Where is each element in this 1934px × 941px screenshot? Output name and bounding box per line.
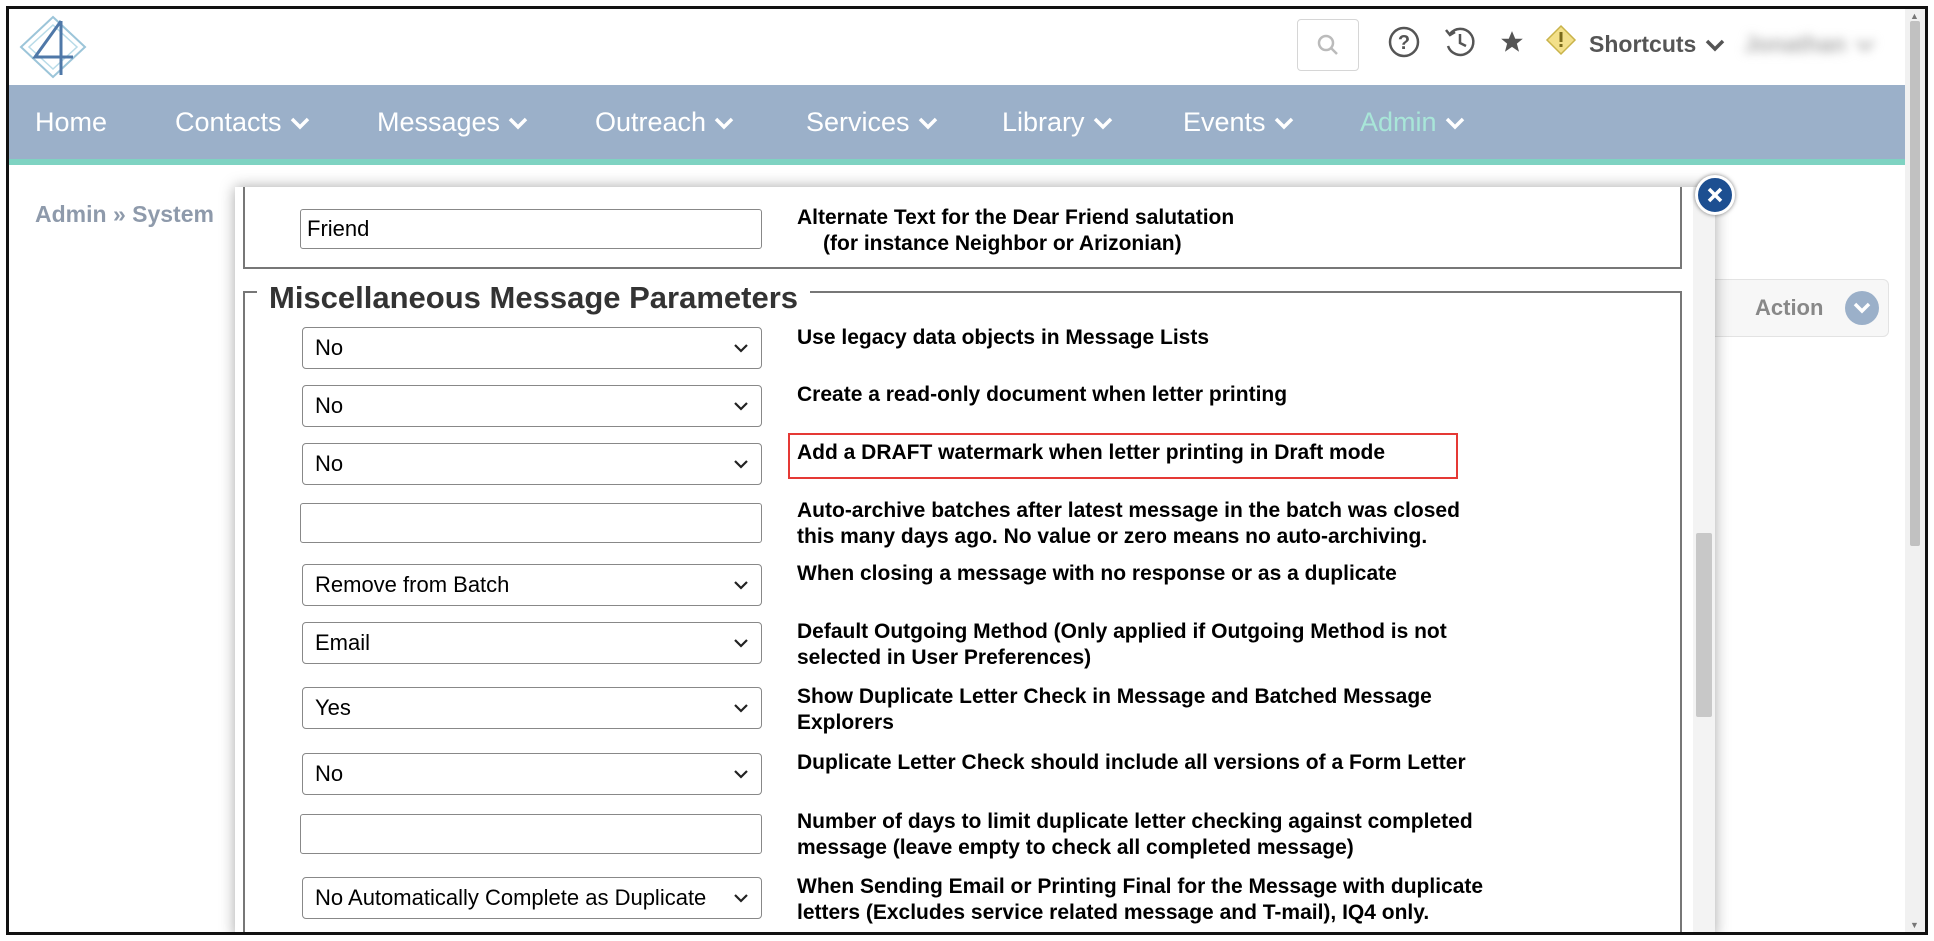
action-button[interactable]: [1694, 279, 1889, 337]
nav-outreach-label: Outreach: [595, 107, 707, 137]
nav-contacts-label: Contacts: [175, 107, 282, 137]
duplicate-check-days-label: Number of days to limit duplicate letter checking against completed message (leave empty to check all completed message): [797, 810, 1473, 859]
main-nav: [9, 85, 1925, 165]
chevron-down-icon: [1093, 116, 1113, 130]
nav-messages-label: Messages: [377, 107, 501, 137]
search-button[interactable]: [1297, 19, 1359, 71]
select-value: Email: [315, 630, 371, 655]
read-only-document-label: Create a read-only document when letter printing: [797, 383, 1288, 406]
breadcrumb[interactable]: Admin » System: [35, 201, 214, 227]
help-icon: [1387, 25, 1421, 59]
nav-events-label: Events: [1183, 107, 1266, 137]
chevron-down-icon: [733, 702, 749, 714]
chevron-down-icon: [1274, 116, 1294, 130]
chevron-down-icon: [733, 342, 749, 354]
help-button[interactable]: [1385, 23, 1423, 61]
legacy-data-objects-select[interactable]: [302, 327, 762, 369]
search-icon: [1316, 33, 1340, 57]
duplicate-complete-label: When Sending Email or Printing Final for the Message with duplicate letters (Excludes service related message and T-mail), IQ4 only.: [797, 875, 1484, 924]
scroll-up-icon[interactable]: ▲: [1910, 11, 1919, 21]
select-value: No Automatically Complete as Duplicate: [315, 885, 707, 910]
duplicate-letter-check-label: Show Duplicate Letter Check in Message and Batched Message Explorers: [797, 685, 1432, 734]
user-name: Jonathan: [1744, 31, 1847, 57]
form-letter-versions-select[interactable]: [302, 753, 762, 795]
nav-library[interactable]: [1002, 107, 1113, 138]
shortcuts-menu[interactable]: [1589, 31, 1726, 58]
history-button[interactable]: [1441, 23, 1479, 61]
page-scrollbar[interactable]: [1905, 9, 1925, 932]
nav-messages[interactable]: [377, 107, 528, 138]
nav-events[interactable]: [1183, 107, 1294, 138]
settings-modal: [235, 187, 1715, 935]
select-value: No: [315, 451, 344, 476]
top-bar: [9, 9, 1925, 85]
outgoing-method-label: Default Outgoing Method (Only applied if Outgoing Method is not selected in User Preferences): [797, 620, 1447, 669]
nav-services[interactable]: [806, 107, 938, 138]
alerts-button[interactable]: [1542, 21, 1580, 59]
chevron-down-icon: [290, 116, 310, 130]
close-icon: [1704, 184, 1726, 206]
salutation-label: [797, 205, 1234, 257]
chevron-down-icon: [733, 579, 749, 591]
favorites-button[interactable]: [1493, 23, 1531, 61]
nav-outreach[interactable]: [595, 107, 734, 138]
chevron-down-icon: [733, 637, 749, 649]
draft-watermark-select[interactable]: [302, 443, 762, 485]
nav-contacts[interactable]: [175, 107, 310, 138]
page-scroll-thumb[interactable]: [1910, 21, 1920, 546]
legacy-data-objects-label: Use legacy data objects in Message Lists: [797, 326, 1210, 349]
salutation-input[interactable]: [300, 209, 762, 249]
chevron-down-icon: [733, 400, 749, 412]
action-button-label: Action: [1755, 295, 1824, 320]
select-value: Yes: [315, 695, 351, 720]
history-icon: [1442, 24, 1478, 60]
section-title: Miscellaneous Message Parameters: [257, 280, 810, 316]
svg-text:?: ?: [1397, 32, 1411, 54]
chevron-down-icon: [918, 116, 938, 130]
chevron-down-icon: [1854, 37, 1876, 53]
duplicate-complete-select[interactable]: [302, 877, 762, 919]
chevron-down-icon: [714, 116, 734, 130]
duplicate-letter-check-select[interactable]: [302, 687, 762, 729]
chevron-down-icon: [733, 458, 749, 470]
draft-watermark-label: Add a DRAFT watermark when letter printing in Draft mode: [797, 441, 1386, 464]
nav-library-label: Library: [1002, 107, 1085, 137]
close-no-response-label: When closing a message with no response or as a duplicate: [797, 562, 1397, 585]
salutation-label-line1: Alternate Text for the Dear Friend salutation: [797, 206, 1235, 229]
chevron-down-icon: [1845, 291, 1879, 325]
alert-icon: [1545, 24, 1577, 56]
chevron-down-icon: [733, 892, 749, 904]
app-logo-icon[interactable]: [17, 13, 89, 81]
outgoing-method-select[interactable]: [302, 622, 762, 664]
form-letter-versions-label: Duplicate Letter Check should include all versions of a Form Letter: [797, 751, 1466, 774]
nav-admin-label: Admin: [1360, 107, 1437, 137]
salutation-label-line2: (for instance Neighbor or Arizonian): [823, 232, 1182, 255]
duplicate-check-days-input[interactable]: [300, 814, 762, 854]
select-value: No: [315, 761, 344, 786]
auto-archive-days-input[interactable]: [300, 503, 762, 543]
select-value: No: [315, 335, 344, 360]
star-icon: [1499, 29, 1525, 55]
chevron-down-icon: [733, 768, 749, 780]
close-no-response-select[interactable]: [302, 564, 762, 606]
shortcuts-label: Shortcuts: [1589, 31, 1697, 57]
user-menu[interactable]: [1744, 31, 1876, 58]
nav-home[interactable]: [35, 107, 107, 138]
nav-admin[interactable]: [1360, 107, 1465, 138]
nav-services-label: Services: [806, 107, 910, 137]
modal-scrollbar[interactable]: [1693, 187, 1715, 935]
scroll-down-icon[interactable]: ▼: [1910, 920, 1919, 930]
chevron-down-icon: [508, 116, 528, 130]
chevron-down-icon: [1704, 37, 1726, 53]
chevron-down-icon: [1445, 116, 1465, 130]
modal-scroll-thumb[interactable]: [1696, 533, 1712, 717]
auto-archive-label: Auto-archive batches after latest message in the batch was closed this many days ago. No value or zero means no auto-archiving.: [797, 499, 1460, 548]
close-modal-button[interactable]: [1695, 175, 1735, 215]
select-value: No: [315, 393, 344, 418]
app-window: [6, 6, 1928, 935]
read-only-document-select[interactable]: [302, 385, 762, 427]
nav-home-label: Home: [35, 107, 108, 137]
select-value: Remove from Batch: [315, 572, 510, 597]
